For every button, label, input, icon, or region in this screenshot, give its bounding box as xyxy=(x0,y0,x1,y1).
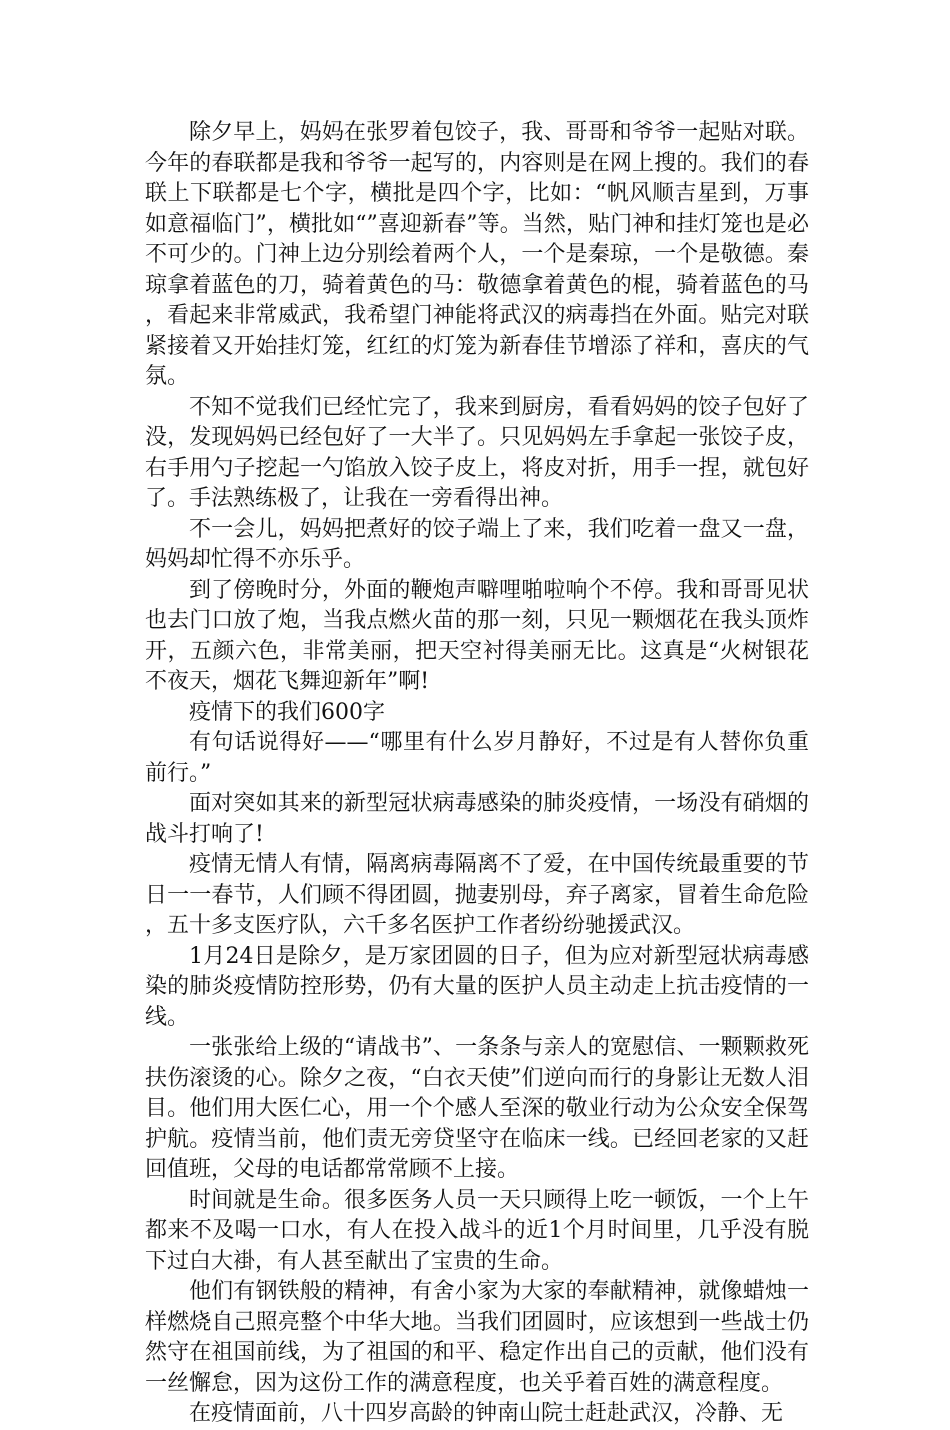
paragraph: 时间就是生命。很多医务人员一天只顾得上吃一顿饭，一个上午都来不及喝一口水，有人在投入战斗的近1个月时间里，几乎没有脱下过白大褂，有人甚至献出了宝贵的生命。 xyxy=(145,1187,809,1274)
section-title: 疫情下的我们600字 xyxy=(189,699,385,725)
paragraph: 有句话说得好——“哪里有什么岁月静好，不过是有人替你负重前行。” xyxy=(145,730,809,786)
paragraph: 到了傍晚时分，外面的鞭炮声噼哩啪啦响个不停。我和哥哥见状也去门口放了炮，当我点燃火苗的那一刻，只见一颗烟花在我头顶炸开，五颜六色，非常美丽，把天空衬得美丽无比。这真是“火树银花不夜天，烟花飞舞迎新年”啊! xyxy=(145,577,809,694)
paragraph: 一张张给上级的“请战书”、一条条与亲人的宽慰信、一颗颗救死扶伤滚烫的心。除夕之夜，“白衣天使”们逆向而行的身影让无数人泪目。他们用大医仁心，用一个个感人至深的敬业行动为公众安全保驾护航。疫情当前，他们责无旁贷坚守在临床一线。已经回老家的又赶回值班，父母的电话都常常顾不上接。 xyxy=(145,1035,809,1182)
paragraph: 不知不觉我们已经忙完了，我来到厨房，看看妈妈的饺子包好了没，发现妈妈已经包好了一大半了。只见妈妈左手拿起一张饺子皮，右手用勺子挖起一勺馅放入饺子皮上，将皮对折，用手一捏，就包好了。手法熟练极了，让我在一旁看得出神。 xyxy=(145,394,809,511)
paragraph: 他们有钢铁般的精神，有舍小家为大家的奉献精神，就像蜡烛一样燃烧自己照亮整个中华大地。当我们团圆时，应该想到一些战士仍然守在祖国前线，为了祖国的和平、稳定作出自己的贡献，他们没有一丝懈怠，因为这份工作的满意程度，也关乎着百姓的满意程度。 xyxy=(145,1279,809,1396)
paragraph: 不一会儿，妈妈把煮好的饺子端上了来，我们吃着一盘又一盘，妈妈却忙得不亦乐乎。 xyxy=(145,516,809,572)
paragraph: 面对突如其来的新型冠状病毒感染的肺炎疫情，一场没有硝烟的战斗打响了! xyxy=(145,791,809,847)
document-body xyxy=(145,118,809,1430)
paragraph: 在疫情面前，八十四岁高龄的钟南山院士赶赴武汉，冷静、无 xyxy=(189,1401,784,1426)
paragraph: 疫情无情人有情，隔离病毒隔离不了爱，在中国传统最重要的节日一一春节，人们顾不得团圆，抛妻别母，弃子离家，冒着生命危险，五十多支医疗队，六千多名医护工作者纷纷驰援武汉。 xyxy=(145,852,809,938)
paragraph: 1月24日是除夕，是万家团圆的日子，但为应对新型冠状病毒感染的肺炎疫情防控形势，仍有大量的医护人员主动走上抗击疫情的一线。 xyxy=(145,943,809,1030)
paragraph: 除夕早上，妈妈在张罗着包饺子，我、哥哥和爷爷一起贴对联。今年的春联都是我和爷爷一起写的，内容则是在网上搜的。我们的春联上下联都是七个字，横批是四个字，比如：“帆风顺吉星到，万事如意福临门”，横批如“”喜迎新春”等。当然，贴门神和挂灯笼也是必不可少的。门神上边分别绘着两个人，一个是秦琼，一个是敬德。秦琼拿着蓝色的刀，骑着黄色的马：敬德拿着黄色的棍，骑着蓝色的马，看起来非常威武，我希望门神能将武汉的病毒挡在外面。贴完对联紧接着又开始挂灯笼，红红的灯笼为新春佳节增添了祥和，喜庆的气氛。 xyxy=(145,120,809,389)
